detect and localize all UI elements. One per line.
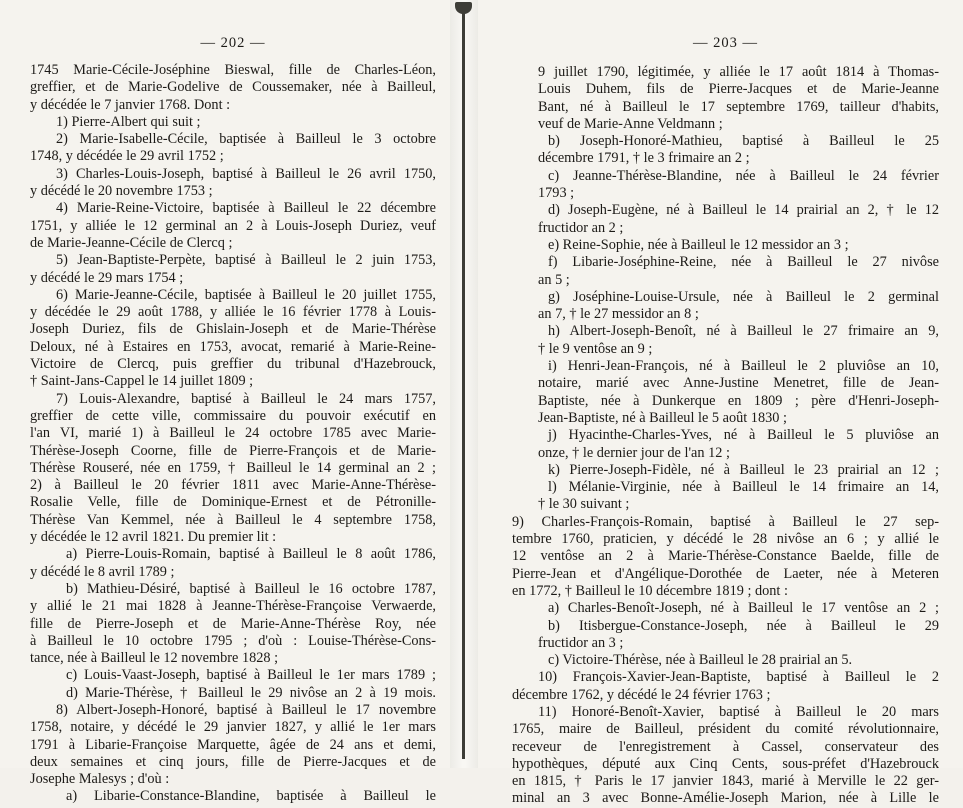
text-line: l'an VI, marié 1) à Bailleul le 24 octobre 1785 avec Marie- [30,425,436,442]
text-line: h) Albert-Joseph-Benoît, né à Bailleul le 27 frimaire an 9, [548,323,939,340]
text-line: y décédé le 20 novembre 1753 ; [30,183,213,200]
text-line: receveur de l'enregistrement à Cassel, conservateur des [512,738,939,755]
text-line: † le 30 suivant ; [538,496,630,513]
text-line: minal an 3 avec Bonne-Amélie-Joseph Marion, née à Lille le [512,790,939,807]
text-line: 1791 à Libarie-Françoise Marquette, âgée de 24 ans et demi, [30,736,436,753]
text-line: 2) à Bailleul le 20 février 1811 avec Marie-Anne-Thérèse- [30,477,436,494]
text-line: i) Henri-Jean-François, né à Bailleul le 2 pluviôse an 10, [548,358,939,375]
text-line: 1745 Marie-Cécile-Joséphine Bieswal, fille de Charles-Léon, [30,62,436,78]
text-line: 11) Honoré-Benoît-Xavier, baptisé à Bailleul le 20 mars [538,703,939,720]
text-line: 3) Charles-Louis-Joseph, baptisé à Bailleul le 26 avril 1750, [56,165,436,182]
text-line: l) Mélanie-Virginie, née à Bailleul le 14 frimaire an 14, [548,479,939,496]
text-line: en 1815, † Paris le 17 janvier 1843, marié à Merville le 22 ger- [512,773,939,790]
text-line: y décédée le 29 août 1788, y alliée le 16 février 1778 à Louis- [30,304,436,321]
text-line: fructidor an 3 ; [538,634,624,651]
text-line: k) Pierre-Joseph-Fidèle, né à Bailleul le 23 prairial an 12 ; [548,461,939,478]
text-line: 1) Pierre-Albert qui suit ; [56,113,201,130]
text-line: deux semaines et cinq jours, fille de Pierre-Jacques et de [30,753,436,770]
right-page-text [512,64,939,808]
text-line: b) Itisbergue-Constance-Joseph, née à Bailleul le 29 [548,617,939,634]
text-line: fructidor an 2 ; [538,219,624,236]
text-line: 7) Louis-Alexandre, baptisé à Bailleul le 24 mars 1757, [56,390,436,407]
text-line: a) Libarie-Constance-Blandine, baptisée à Bailleul le [66,788,436,805]
left-page [0,0,450,805]
text-line: Bant, né à Bailleul le 17 septembre 1769, tailleur d'habits, [538,98,939,115]
text-line: 9 juillet 1790, légitimée, y alliée le 17 août 1814 à Thomas- [538,64,939,80]
text-line: y décédé le 29 mars 1754 ; [30,269,184,286]
text-line: Jean-Baptiste, né à Bailleul le 5 août 1830 ; [538,409,787,426]
text-line: tance, née à Bailleul le 12 novembre 1828 ; [30,650,279,667]
text-line: 12 ventôse an 2 à Marie-Thérèse-Constance Baelde, fille de [512,548,939,565]
text-line: Victoire de Clercq, puis greffier du tribunal d'Hazebrouck, [30,356,436,373]
text-line: décembre 1791, † le 3 frimaire an 2 ; [538,150,750,167]
text-line: hypothèques, député aux Cinq Cents, sous-préfet d'Hazebrouck [512,755,939,772]
left-page-text [30,62,436,806]
text-line: y allié le 21 mai 1828 à Jeanne-Thérèse-Françoise Verwaerde, [30,598,436,615]
text-line: onze, † le dernier jour de l'an 12 ; [538,444,730,461]
text-line: de Marie-Jeanne-Cécile de Clercq ; [30,234,233,251]
text-line: 5) Jean-Baptiste-Perpète, baptisé à Bailleul le 2 juin 1753, [56,252,436,269]
text-line: 8) Albert-Joseph-Honoré, baptisé à Bailleul le 17 novembre [56,701,436,718]
book-spine [462,4,465,759]
text-line: c) Louis-Vaast-Joseph, baptisé à Bailleul le 1er mars 1789 ; [66,667,436,684]
text-line: a) Charles-Benoît-Joseph, né à Bailleul le 17 ventôse an 2 ; [548,600,939,617]
text-line: Thérèse Van Kemmel, née à Bailleul le 4 septembre 1758, [30,511,436,528]
text-line: y décédée le 12 avril 1821. Du premier lit : [30,529,277,546]
text-line: 1758, notaire, y décédé le 29 janvier 1827, y allié le 1er mars [30,719,436,736]
text-line: an 5 ; [538,271,570,288]
text-line: a) Pierre-Louis-Romain, baptisé à Bailleul le 8 août 1786, [66,546,436,563]
text-line: 1793 ; [538,185,575,202]
text-line: Thérèse-Joseph Coorne, fille de Pierre-François et de Marie- [30,442,436,459]
text-line: j) Hyacinthe-Charles-Yves, né à Bailleul le 5 pluviôse an [548,427,939,444]
text-line: 1748, y décédée le 29 avril 1752 ; [30,148,224,165]
text-line: Pierre-Jean et d'Angélique-Dorothée de Laeter, née à Meteren [512,565,939,582]
text-line: Louis Duhem, fils de Pierre-Jacques et de Marie-Jeanne [538,81,939,98]
text-line: Deloux, né à Estaires en 1753, avocat, remarié à Marie-Reine- [30,338,436,355]
text-line: 10) François-Xavier-Jean-Baptiste, baptisé à Bailleul le 2 [538,669,939,686]
text-line: veuf de Marie-Anne Veldmann ; [538,115,723,132]
text-line: 4) Marie-Reine-Victoire, baptisée à Bailleul le 22 décembre [56,200,436,217]
text-line: c) Victoire-Thérèse, née à Bailleul le 28 prairial an 5. [548,652,853,669]
text-line: 1765, maire de Bailleul, président du comité révolutionnaire, [512,721,939,738]
text-line: 2) Marie-Isabelle-Cécile, baptisée à Bailleul le 3 octobre [56,131,436,148]
text-line: c) Jeanne-Thérèse-Blandine, née à Bailleul le 24 février [548,167,939,184]
text-line: y décédé le 8 avril 1789 ; [30,563,175,580]
text-line: Thérèse Rouseré, née en 1759, † Bailleul le 14 germinal an 2 ; [30,459,436,476]
text-line: an 7, † le 27 messidor an 8 ; [538,306,699,323]
text-line: e) Reine-Sophie, née à Bailleul le 12 messidor an 3 ; [548,236,849,253]
text-line: 1751, y alliée le 12 germinal an 2 à Louis-Joseph Duriez, veuf [30,217,436,234]
text-line: † le 9 ventôse an 9 ; [538,340,653,357]
page-number-right: — 203 — [693,35,758,51]
text-line: Joseph Duriez, fils de Ghislain-Joseph et de Marie-Thérèse [30,321,436,338]
text-line: greffier, et de Marie-Godelive de Coussemaker, née à Bailleul, [30,79,436,96]
page-number-left: — 202 — [200,35,266,51]
text-line: fille de Pierre-Joseph et de Marie-Anne-Thérèse Roy, née [30,615,436,632]
text-line: g) Joséphine-Louise-Ursule, née à Bailleul le 2 germinal [548,288,939,305]
text-line: notaire, marié avec Anne-Justine Menetret, fille de Jean- [538,375,939,392]
text-line: Baptiste, née à Dunkerque en 1809 ; père d'Henri-Joseph- [538,392,939,409]
text-line: 9) Charles-François-Romain, baptisé à Bailleul le 27 sep- [512,513,939,530]
text-line: f) Libarie-Joséphine-Reine, née à Bailleul le 27 nivôse [548,254,939,271]
text-line: b) Joseph-Honoré-Mathieu, baptisé à Bailleul le 25 [548,133,939,150]
text-line: décembre 1762, y décédé le 24 février 1763 ; [512,686,771,703]
text-line: † Saint-Jans-Cappel le 14 juillet 1809 ; [30,373,254,390]
text-line: y décédée le 7 janvier 1768. Dont : [30,96,231,113]
text-line: d) Joseph-Eugène, né à Bailleul le 14 prairial an 2, † le 12 [548,202,939,219]
text-line: greffier de cette ville, commissaire du pouvoir exécutif en [30,407,436,424]
text-line: à Bailleul le 10 octobre 1795 ; d'où : Louise-Thérèse-Cons- [30,632,436,649]
text-line: d) Marie-Thérèse, † Bailleul le 29 nivôse an 2 à 19 mois. [66,684,436,701]
right-page [478,0,963,807]
text-line: 6) Marie-Jeanne-Cécile, baptisée à Bailleul le 20 juillet 1755, [56,286,436,303]
text-line: tembre 1760, praticien, y décédé le 28 nivôse an 6 ; y allié le [512,531,939,548]
text-line: en 1772, † Bailleul le 10 décembre 1819 ; dont : [512,582,788,599]
text-line: Josephe Malesys ; d'où : [30,771,170,788]
text-line: b) Mathieu-Désiré, baptisé à Bailleul le 16 octobre 1787, [66,580,436,597]
text-line: Rosalie Velle, fille de Dominique-Ernest et de Pétronille- [30,494,436,511]
